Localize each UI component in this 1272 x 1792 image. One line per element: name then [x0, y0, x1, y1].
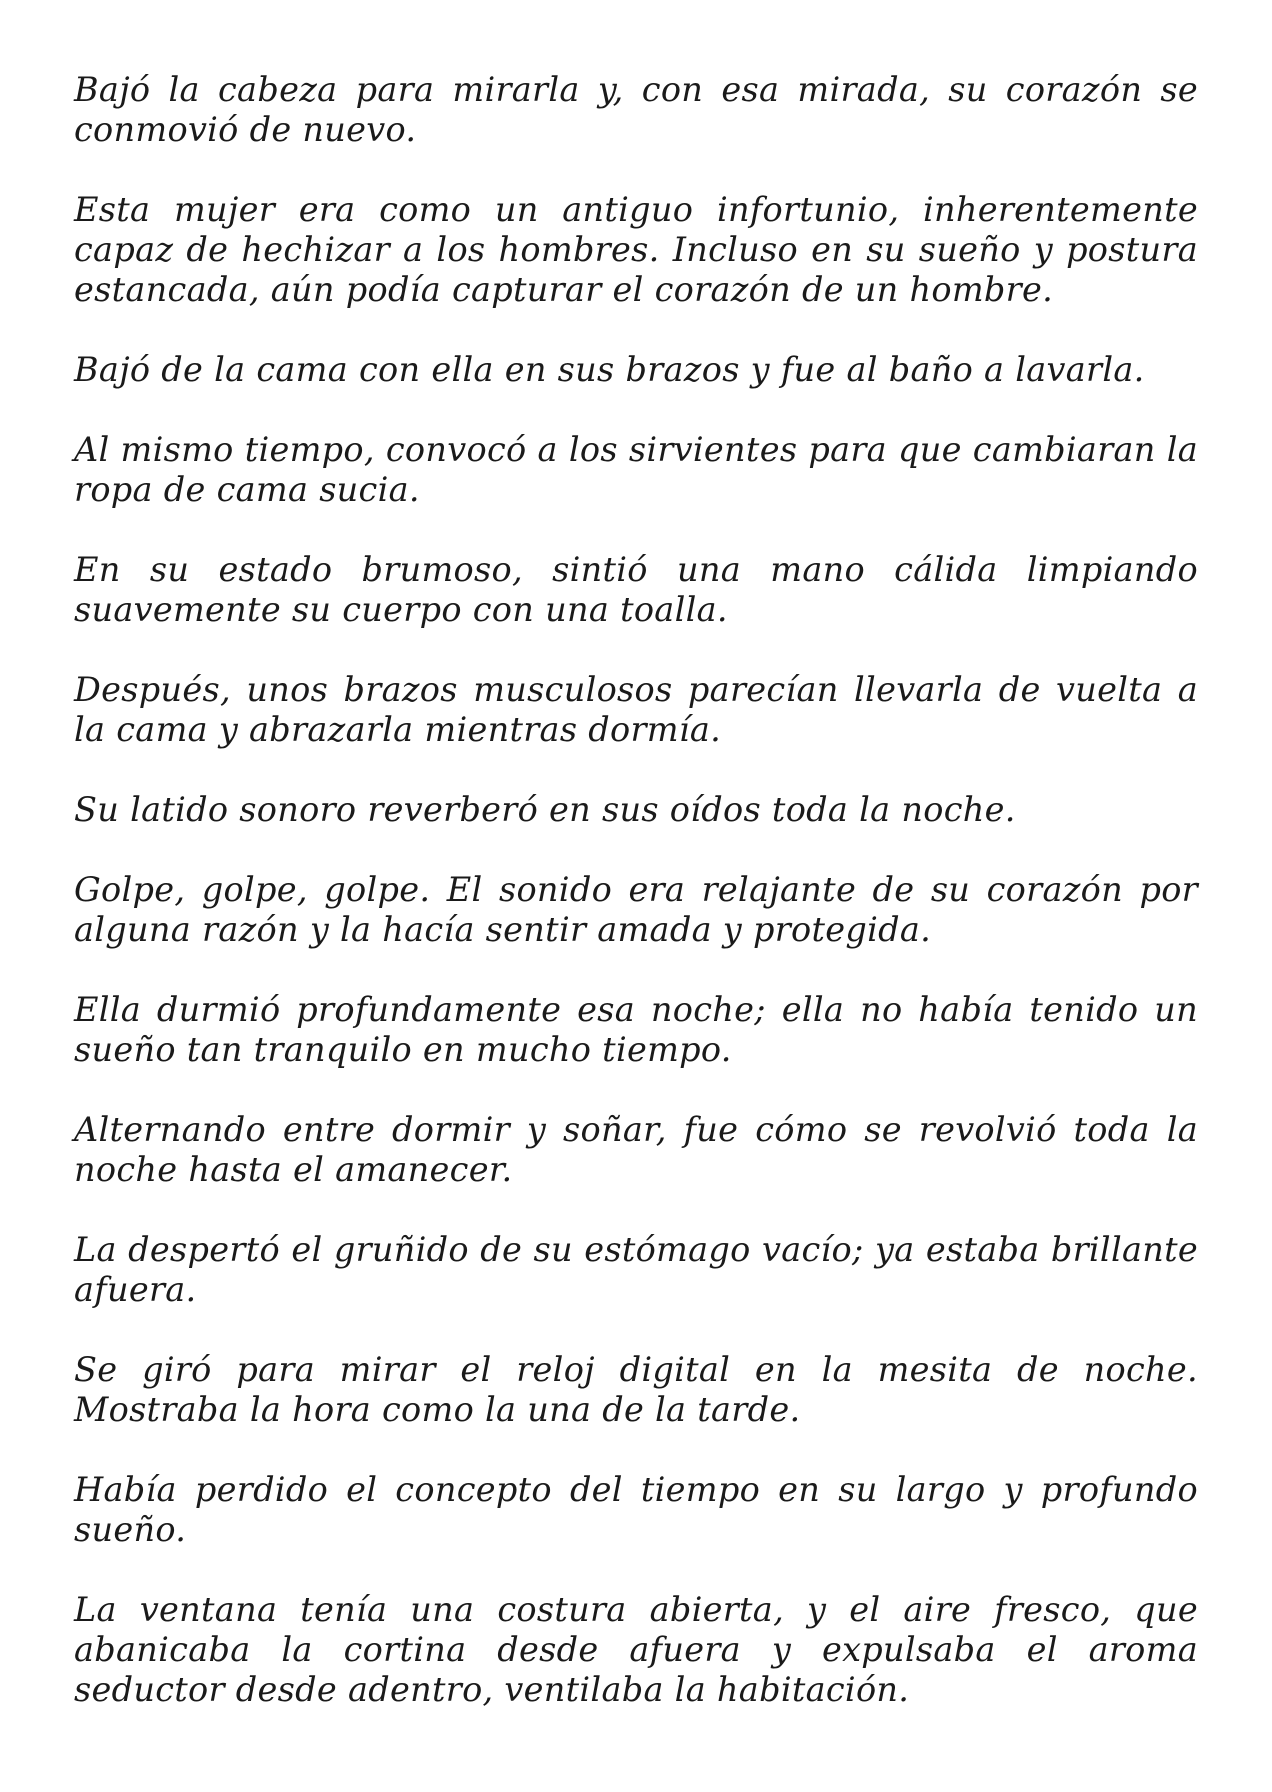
document-page — [74, 70, 1198, 1750]
paragraph-11: La despertó el gruñido de su estómago vacío; ya estaba brillante afuera. — [74, 1230, 1198, 1309]
paragraph-2: Esta mujer era como un antiguo infortunio, inherentemente capaz de hechizar a los hombres. Incluso en su sueño y postura estancada, aún podía capturar el corazón de un hombre. — [74, 190, 1198, 309]
paragraph-6: Después, unos brazos musculosos parecían llevarla de vuelta a la cama y abrazarla mientras dormía. — [74, 670, 1198, 749]
paragraph-12: Se giró para mirar el reloj digital en la mesita de noche. Mostraba la hora como la una de la tarde. — [74, 1350, 1198, 1429]
paragraph-10: Alternando entre dormir y soñar, fue cómo se revolvió toda la noche hasta el amanecer. — [74, 1110, 1198, 1189]
paragraph-14: La ventana tenía una costura abierta, y el aire fresco, que abanicaba la cortina desde afuera y expulsaba el aroma seductor desde adentro, ventilaba la habitación. — [74, 1590, 1198, 1709]
paragraph-1: Bajó la cabeza para mirarla y, con esa mirada, su corazón se conmovió de nuevo. — [74, 70, 1198, 149]
paragraph-3: Bajó de la cama con ella en sus brazos y fue al baño a lavarla. — [74, 350, 1145, 389]
paragraph-13: Había perdido el concepto del tiempo en su largo y profundo sueño. — [74, 1470, 1198, 1549]
paragraph-8: Golpe, golpe, golpe. El sonido era relajante de su corazón por alguna razón y la hacía sentir amada y protegida. — [74, 870, 1198, 949]
paragraph-5: En su estado brumoso, sintió una mano cálida limpiando suavemente su cuerpo con una toalla. — [74, 550, 1198, 629]
paragraph-4: Al mismo tiempo, convocó a los sirvientes para que cambiaran la ropa de cama sucia. — [74, 430, 1198, 509]
paragraph-9: Ella durmió profundamente esa noche; ella no había tenido un sueño tan tranquilo en mucho tiempo. — [74, 990, 1198, 1069]
paragraph-7: Su latido sonoro reverberó en sus oídos toda la noche. — [74, 790, 1016, 829]
